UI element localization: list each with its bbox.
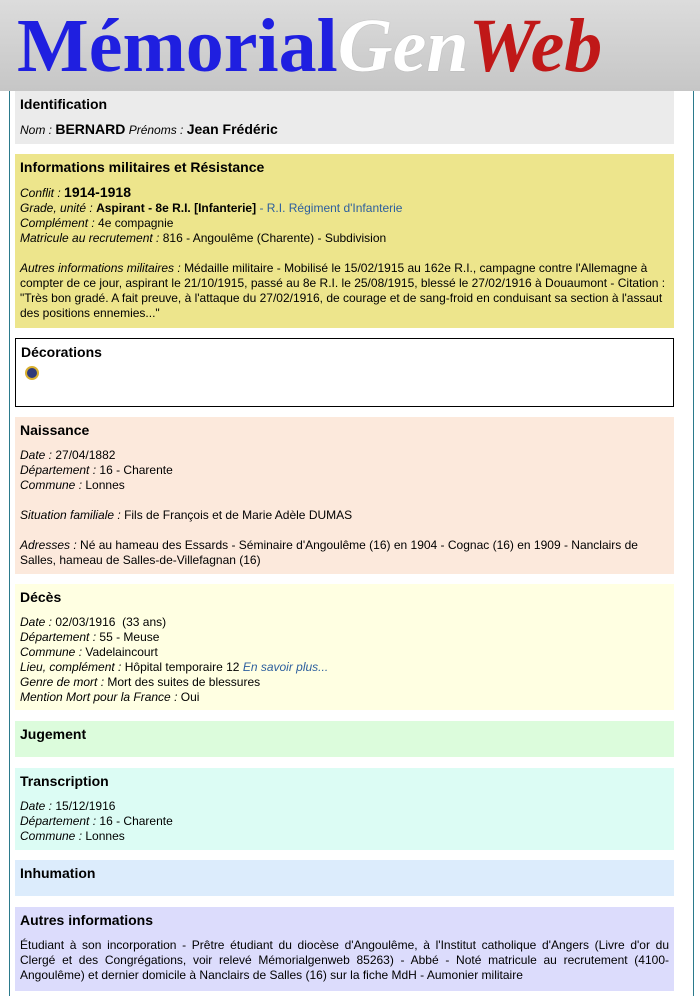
transcription-date: Date : 15/12/1916 — [20, 799, 116, 813]
militaire-section — [15, 154, 674, 328]
site-logo[interactable]: MémorialGenWeb — [17, 4, 603, 88]
deces-section — [15, 584, 674, 710]
transcription-section — [15, 768, 674, 850]
prenoms-value: Jean Frédéric — [186, 121, 278, 137]
grade-line: Grade, unité : Aspirant - 8e R.I. [Infanterie] - R.I. Régiment d'Infanterie — [20, 201, 403, 215]
section-title: Naissance — [20, 422, 90, 438]
identification-section — [15, 91, 674, 144]
deces-date: Date : 02/03/1916 (33 ans) — [20, 615, 167, 629]
naissance-date: Date : 27/04/1882 — [20, 448, 116, 462]
section-title: Inhumation — [20, 865, 96, 881]
jugement-section — [15, 721, 674, 757]
deces-dept: Département : 55 - Meuse — [20, 630, 160, 644]
regiment-link[interactable]: - R.I. Régiment d'Infanterie — [259, 201, 403, 215]
matricule-line: Matricule au recrutement : 816 - Angoulême (Charente) - Subdivision — [20, 231, 387, 245]
section-title: Identification — [20, 96, 108, 112]
autres-text: Étudiant à son incorporation - Prêtre étudiant du diocèse d'Angoulême, à l'Institut catholique d'Angers (Livre d'or du Clergé et des Congrégations, voir relevé Mémorialgenweb 85263) - Abbé - Noté matricule au recrutement (4100-Angoulême) et dernier domicile à Nanclairs de Salles (16) sur la fiche MdH - Aumonier militaire — [20, 938, 669, 982]
inhumation-section — [15, 860, 674, 896]
section-title: Informations militaires et Résistance — [20, 159, 265, 175]
site-banner — [0, 0, 700, 91]
section-title: Autres informations — [20, 912, 154, 928]
adresses: Adresses : Né au hameau des Essards - Séminaire d'Angoulême (16) en 1904 - Cognac (16) en 1909 - Nanclairs de Salles, hameau de Salles-de-Villefagnan (16) — [20, 538, 638, 567]
nom-value: BERNARD — [55, 121, 126, 137]
conflit-line: Conflit : 1914-1918 — [20, 184, 131, 200]
medal-icon[interactable] — [25, 366, 39, 380]
mention-mpf: Mention Mort pour la France : Oui — [20, 690, 200, 704]
en-savoir-plus-link[interactable]: En savoir plus... — [242, 660, 329, 674]
complement-line: Complément : 4e compagnie — [20, 216, 174, 230]
naissance-dept: Département : 16 - Charente — [20, 463, 173, 477]
situation-familiale: Situation familiale : Fils de François et de Marie Adèle DUMAS — [20, 508, 353, 522]
naissance-section — [15, 417, 674, 574]
genre-de-mort: Genre de mort : Mort des suites de blessures — [20, 675, 261, 689]
section-title: Décorations — [21, 344, 102, 360]
decorations-section — [15, 338, 674, 407]
transcription-commune: Commune : Lonnes — [20, 829, 125, 843]
transcription-dept: Département : 16 - Charente — [20, 814, 173, 828]
nom-line: Nom : BERNARD Prénoms : Jean Frédéric — [20, 121, 278, 137]
autres-militaires: Autres informations militaires : Médaille militaire - Mobilisé le 15/02/1915 au 162e R.I., campagne contre l'Allemagne à compter de ce jour, aspirant le 21/10/1915, passé au 8e R.I. le 25/08/1915, blessé le 27/02/1916 à Douaumont - Citation : "Très bon gradé. A fait preuve, à l'attaque du 27/02/1916, de courage et de sang-froid en conduisant sa section à l'assaut des positions ennemies..." — [20, 261, 666, 320]
deces-lieu: Lieu, complément : Hôpital temporaire 12 En savoir plus... — [20, 660, 329, 674]
naissance-commune: Commune : Lonnes — [20, 478, 125, 492]
autres-section — [15, 907, 674, 991]
section-title: Transcription — [20, 773, 109, 789]
section-title: Décès — [20, 589, 62, 605]
section-title: Jugement — [20, 726, 87, 742]
deces-commune: Commune : Vadelaincourt — [20, 645, 158, 659]
